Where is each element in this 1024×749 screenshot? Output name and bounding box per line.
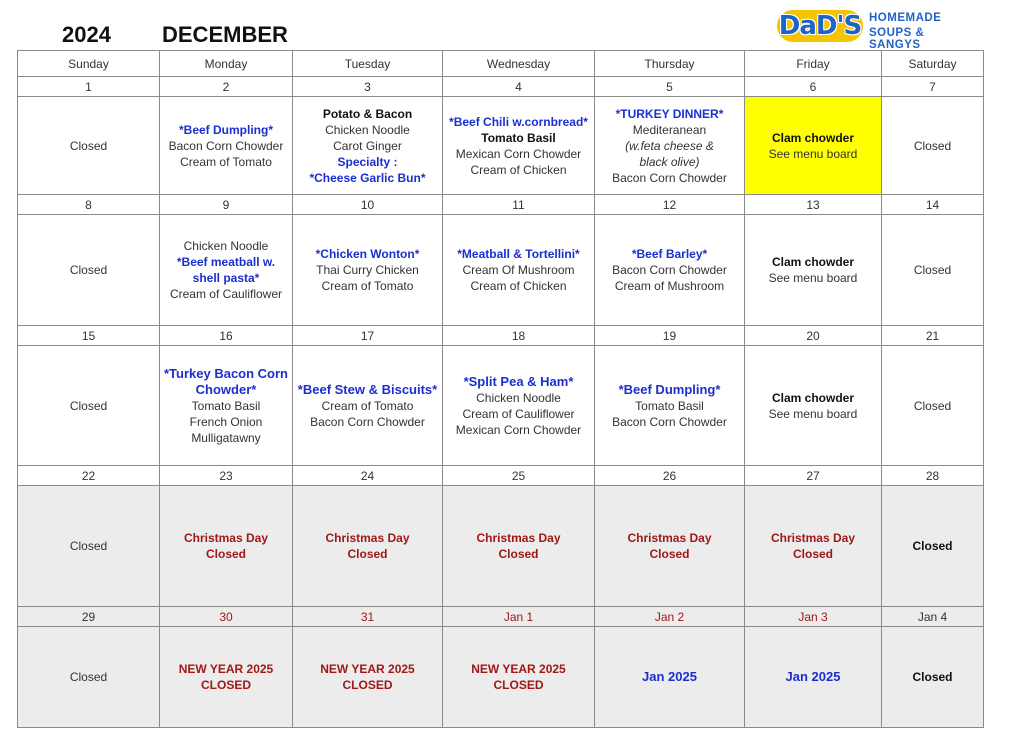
menu-item: Closed <box>69 539 108 553</box>
menu-special: *Beef Stew & Biscuits* <box>297 381 438 397</box>
menu-item: Tomato Basil <box>635 398 704 413</box>
day-cell <box>160 627 293 728</box>
menu-item: Closed <box>913 263 952 277</box>
menu-special: *Chicken Wonton* <box>315 247 420 261</box>
day-cell <box>882 486 984 607</box>
date-number: Jan 3 <box>745 607 882 627</box>
day-cell <box>293 486 443 607</box>
menu-item: Cream Of Mushroom <box>462 263 575 277</box>
day-cell <box>293 346 443 466</box>
date-number: 22 <box>18 466 160 486</box>
menu-special: *Beef Dumpling* <box>178 122 273 137</box>
day-cell <box>18 346 160 466</box>
menu-item: Carot Ginger <box>333 138 402 153</box>
menu-item: Closed <box>913 398 952 413</box>
day-cell <box>745 486 882 607</box>
menu-item: Closed <box>69 138 108 153</box>
day-header: Thursday <box>595 51 745 77</box>
holiday-status: CLOSED <box>493 678 544 692</box>
holiday-status: Closed <box>205 547 246 561</box>
menu-item: Bacon Corn Chowder <box>612 414 727 429</box>
menu-row <box>18 215 984 326</box>
menu-item: Tomato Basil <box>481 130 556 145</box>
day-cell <box>745 215 882 326</box>
day-header: Tuesday <box>293 51 443 77</box>
menu-special: shell pasta* <box>192 271 260 285</box>
day-cell <box>293 97 443 195</box>
menu-row <box>18 346 984 466</box>
calendar-year: 2024 <box>62 22 111 47</box>
menu-item: Closed <box>912 670 953 684</box>
holiday-status: CLOSED <box>342 678 393 692</box>
day-cell <box>595 97 745 195</box>
menu-item: Cream of Mushroom <box>614 279 725 293</box>
menu-item: Chicken Noodle <box>325 122 410 137</box>
day-cell <box>443 97 595 195</box>
day-cell <box>18 627 160 728</box>
date-number: 28 <box>882 466 984 486</box>
menu-item: Cream of Cauliflower <box>462 406 575 421</box>
date-number: 10 <box>293 195 443 215</box>
menu-special: *Cheese Garlic Bun* <box>309 170 426 185</box>
holiday-label: NEW YEAR 2025 <box>178 662 274 676</box>
day-cell <box>160 97 293 195</box>
menu-item: Potato & Bacon <box>322 106 413 121</box>
menu-row <box>18 486 984 607</box>
menu-item: Clam chowder <box>771 130 855 145</box>
day-cell <box>443 486 595 607</box>
holiday-label: NEW YEAR 2025 <box>320 662 415 676</box>
date-number: 15 <box>18 326 160 346</box>
holiday-status: Closed <box>792 547 833 561</box>
holiday-label: Christmas Day <box>770 531 856 545</box>
menu-note: black olive) <box>639 154 700 169</box>
menu-special: *Beef Chili w.cornbread* <box>449 114 588 129</box>
date-row <box>18 607 984 627</box>
menu-item: Cream of Tomato <box>321 279 414 293</box>
date-number: 16 <box>160 326 293 346</box>
date-number: 26 <box>595 466 745 486</box>
menu-item: Chicken Noodle <box>183 239 269 253</box>
menu-item: Closed <box>69 670 108 684</box>
menu-item: Mulligatawny <box>191 430 261 445</box>
menu-item: Thai Curry Chicken <box>316 263 419 277</box>
date-number: Jan 2 <box>595 607 745 627</box>
menu-special: *Beef meatball w. <box>176 255 276 269</box>
menu-item: Clam chowder <box>771 255 855 269</box>
holiday-label: Christmas Day <box>476 531 561 545</box>
day-cell <box>293 627 443 728</box>
date-number: 1 <box>18 77 160 97</box>
menu-item: Bacon Corn Chowder <box>310 414 425 429</box>
date-number: 12 <box>595 195 745 215</box>
holiday-label: Christmas Day <box>627 531 712 545</box>
date-number: 19 <box>595 326 745 346</box>
menu-item: See menu board <box>768 271 858 285</box>
menu-item: Mediteranean <box>632 122 707 137</box>
date-number: 30 <box>160 607 293 627</box>
day-header: Saturday <box>882 51 984 77</box>
date-number: 6 <box>745 77 882 97</box>
calendar-table <box>17 50 984 728</box>
menu-row <box>18 627 984 728</box>
holiday-status: Closed <box>649 547 690 561</box>
day-cell <box>160 215 293 326</box>
date-number: Jan 1 <box>443 607 595 627</box>
menu-special: Jan 2025 <box>642 669 697 684</box>
date-row <box>18 466 984 486</box>
date-number: 31 <box>293 607 443 627</box>
day-cell <box>443 346 595 466</box>
date-number: 21 <box>882 326 984 346</box>
menu-special: *Beef Dumpling* <box>618 381 721 397</box>
menu-item: Closed <box>69 263 108 277</box>
holiday-status: Closed <box>347 547 388 561</box>
day-cell <box>882 215 984 326</box>
date-number: 5 <box>595 77 745 97</box>
day-cell <box>595 346 745 466</box>
day-cell <box>443 627 595 728</box>
menu-item: Chicken Noodle <box>476 390 561 405</box>
holiday-status: Closed <box>498 547 539 561</box>
menu-item: Clam chowder <box>771 390 855 405</box>
day-cell <box>18 486 160 607</box>
day-cell <box>160 486 293 607</box>
day-cell <box>745 346 882 466</box>
day-cell <box>595 627 745 728</box>
day-header: Sunday <box>18 51 160 77</box>
dads-logo <box>777 10 977 51</box>
date-number: 20 <box>745 326 882 346</box>
date-number: 24 <box>293 466 443 486</box>
day-cell <box>745 627 882 728</box>
menu-special: *Turkey Bacon Corn <box>163 365 288 381</box>
menu-item: Cream of Cauliflower <box>169 287 283 301</box>
logo-tagline-1: HOMEMADE <box>869 12 942 24</box>
day-header-row <box>18 51 984 77</box>
holiday-label: Christmas Day <box>325 531 410 545</box>
day-cell <box>293 215 443 326</box>
day-cell <box>443 215 595 326</box>
day-cell-highlight <box>745 97 882 195</box>
menu-note: (w.feta cheese & <box>625 138 714 153</box>
menu-item: See menu board <box>768 406 858 421</box>
menu-item: Cream of Tomato <box>321 398 414 413</box>
menu-item: Closed <box>69 398 108 413</box>
date-number: 2 <box>160 77 293 97</box>
date-number: 7 <box>882 77 984 97</box>
day-header: Monday <box>160 51 293 77</box>
day-cell <box>595 486 745 607</box>
day-cell <box>882 627 984 728</box>
menu-special: *TURKEY DINNER* <box>615 106 724 121</box>
menu-item: Mexican Corn Chowder <box>455 422 582 437</box>
day-cell <box>595 215 745 326</box>
date-number: 11 <box>443 195 595 215</box>
date-number: 29 <box>18 607 160 627</box>
menu-special: *Split Pea & Ham* <box>463 373 574 389</box>
menu-row <box>18 97 984 195</box>
day-cell <box>882 97 984 195</box>
date-row <box>18 326 984 346</box>
date-number: 23 <box>160 466 293 486</box>
day-cell <box>18 215 160 326</box>
date-number: 14 <box>882 195 984 215</box>
menu-item: Closed <box>913 138 952 153</box>
menu-item: See menu board <box>768 146 858 161</box>
menu-item: Mexican Corn Chowder <box>455 146 582 161</box>
menu-special: Chowder* <box>195 381 257 397</box>
day-cell <box>18 97 160 195</box>
day-header: Wednesday <box>443 51 595 77</box>
menu-item: Cream of Chicken <box>470 279 567 293</box>
menu-item: French Onion <box>189 414 263 429</box>
menu-item: Bacon Corn Chowder <box>612 263 727 277</box>
date-number: 13 <box>745 195 882 215</box>
day-header: Friday <box>745 51 882 77</box>
date-number: 3 <box>293 77 443 97</box>
menu-special: *Meatball & Tortellini* <box>457 247 580 261</box>
date-number: 4 <box>443 77 595 97</box>
menu-special: Jan 2025 <box>785 669 841 684</box>
holiday-status: CLOSED <box>200 678 251 692</box>
date-number: 27 <box>745 466 882 486</box>
menu-item: Bacon Corn Chowder <box>612 170 727 185</box>
date-row <box>18 195 984 215</box>
calendar-month: DECEMBER <box>162 22 288 47</box>
menu-item: Bacon Corn Chowder <box>168 138 284 153</box>
date-number: 18 <box>443 326 595 346</box>
holiday-label: Christmas Day <box>183 531 269 545</box>
menu-item: Cream of Tomato <box>180 154 272 169</box>
logo-badge: DaD'S <box>778 11 862 41</box>
day-cell <box>160 346 293 466</box>
logo-tagline-2: SOUPS & SANGYS <box>869 27 925 51</box>
menu-item: Tomato Basil <box>191 398 261 413</box>
date-number: 9 <box>160 195 293 215</box>
menu-item: Closed <box>912 539 953 553</box>
date-number: 8 <box>18 195 160 215</box>
menu-special: Specialty : <box>337 154 398 169</box>
day-cell <box>882 346 984 466</box>
menu-special: *Beef Barley* <box>631 247 708 261</box>
date-number: 17 <box>293 326 443 346</box>
date-row <box>18 77 984 97</box>
date-number: 25 <box>443 466 595 486</box>
menu-item: Cream of Chicken <box>470 162 567 177</box>
holiday-label: NEW YEAR 2025 <box>471 662 566 676</box>
date-number: Jan 4 <box>882 607 984 627</box>
